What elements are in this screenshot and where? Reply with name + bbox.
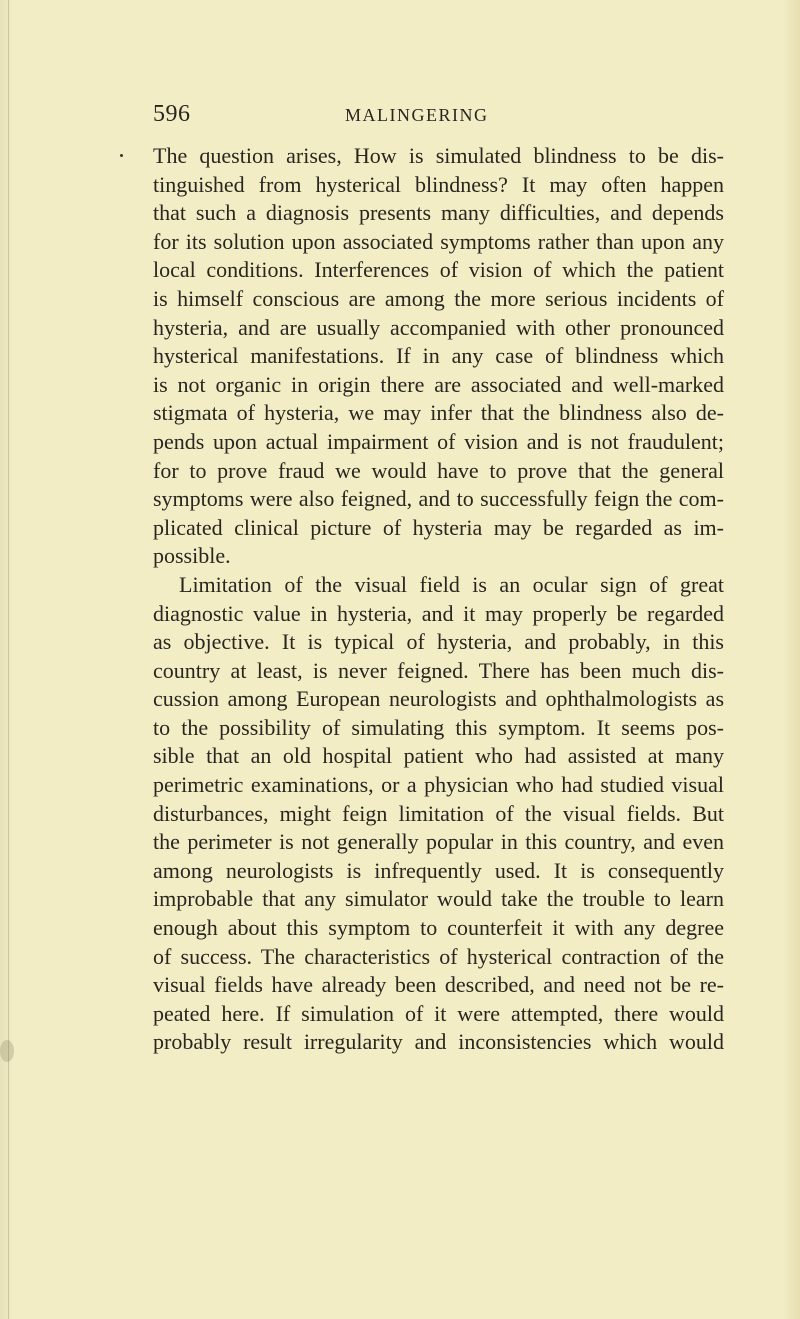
text-line: peated here. If simulation of it were attempted, there would: [153, 1000, 724, 1026]
page-edge-line: [8, 0, 9, 1319]
text-line: diagnostic value in hysteria, and it may properly be regarded: [153, 600, 724, 626]
text-line: plicated clinical picture of hysteria may be regarded as im-: [153, 514, 724, 540]
text-line: is not organic in origin there are associated and well-marked: [153, 371, 724, 397]
text-line: the perimeter is not generally popular in this country, and even: [153, 829, 724, 855]
text-line: that such a diagnosis presents many difficulties, and depends: [153, 200, 724, 226]
text-line: stigmata of hysteria, we may infer that the blindness also de-: [153, 400, 724, 426]
text-line: probably result irregularity and inconsistencies which would: [153, 1029, 724, 1055]
text-line: hysteria, and are usually accompanied with other pronounced: [153, 314, 724, 340]
text-line: for its solution upon associated symptoms rather than upon any: [153, 228, 724, 254]
page-header: [153, 101, 713, 135]
text-line: perimetric examinations, or a physician who had studied visual: [153, 772, 724, 798]
text-line: as objective. It is typical of hysteria, and probably, in this: [153, 629, 724, 655]
text-line: for to prove fraud we would have to prove that the general: [153, 457, 724, 483]
text-line: country at least, is never feigned. There has been much dis-: [153, 657, 724, 683]
page-number: 596: [153, 101, 191, 127]
running-head: MALINGERING: [345, 105, 489, 125]
text-line: is himself conscious are among the more serious incidents of: [153, 285, 724, 311]
text-line: among neurologists is infrequently used. It is consequently: [153, 857, 724, 883]
text-line: possible.: [153, 543, 231, 569]
text-line: sible that an old hospital patient who had assisted at many: [153, 743, 724, 769]
text-line: Limitation of the visual field is an ocular sign of great: [179, 571, 724, 597]
text-line: improbable that any simulator would take the trouble to learn: [153, 886, 724, 912]
text-line: of success. The characteristics of hysterical contraction of the: [153, 943, 724, 969]
text-line: to the possibility of simulating this symptom. It seems pos-: [153, 714, 724, 740]
text-line: hysterical manifestations. If in any case of blindness which: [153, 343, 724, 369]
text-line: visual fields have already been described, and need not be re-: [153, 972, 724, 998]
margin-mark: [120, 154, 123, 157]
text-line: symptoms were also feigned, and to successfully feign the com-: [153, 486, 724, 512]
text-line: pends upon actual impairment of vision and is not fraudulent;: [153, 428, 724, 454]
text-line: cussion among European neurologists and ophthalmologists as: [153, 686, 724, 712]
text-line: The question arises, How is simulated blindness to be dis-: [153, 143, 724, 168]
text-line: local conditions. Interferences of vision of which the patient: [153, 257, 724, 283]
text-line: tinguished from hysterical blindness? It may often happen: [153, 171, 724, 197]
text-line: disturbances, might feign limitation of the visual fields. But: [153, 800, 724, 826]
page-smudge: [0, 1040, 14, 1062]
text-line: enough about this symptom to counterfeit it with any degree: [153, 915, 724, 941]
body-text: [153, 142, 724, 1057]
